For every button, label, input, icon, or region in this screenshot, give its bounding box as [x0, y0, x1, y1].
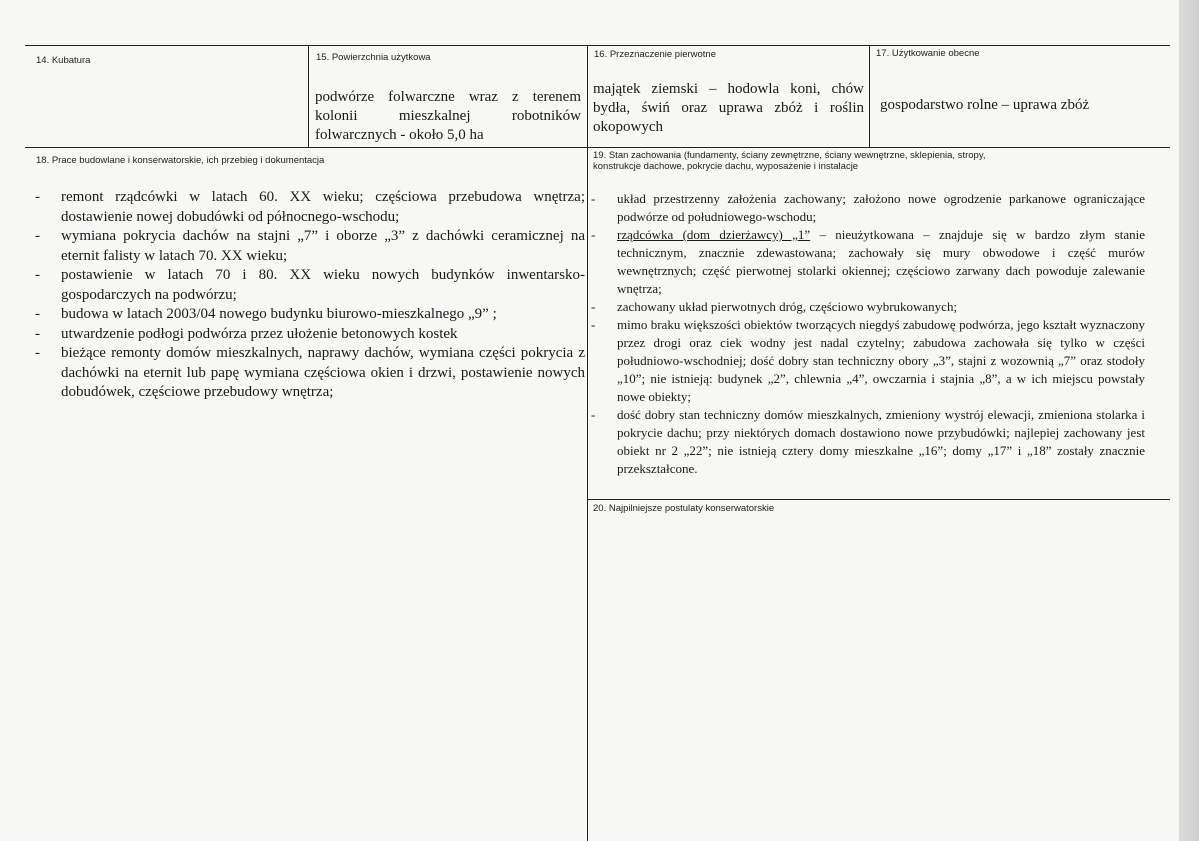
field-18-item-text: postawienie w latach 70 i 80. XX wieku nowych budynków inwentarsko-gospodarczych na podwórzu;	[61, 267, 585, 303]
field-18-item-text: budowa w latach 2003/04 nowego budynku biurowo-mieszkalnego „9” ;	[61, 306, 497, 322]
field-19-item-underlined: rządcówka (dom dzierżawcy) „1”	[617, 227, 811, 242]
field-17-label: 17. Użytkowanie obecne	[876, 48, 980, 59]
list-dash: -	[591, 299, 596, 314]
field-19-item-text: – nieużytkowana – znajduje się w bardzo złym stanie technicznym, znacznie zdewastowana; zachowały się mury obwodowe i część murów wewnętrznych; część pierwotnej stolarki okiennej; częściowo zarwany dach powoduje zalewanie wnętrza;	[617, 227, 1145, 296]
list-dash: -	[35, 189, 40, 205]
field-18-item-text: bieżące remonty domów mieszkalnych, naprawy dachów, wymiana części pokrycia z dachówki na eternit lub papę wymiana częściowa okien i drzwi, postawienie nowych dobudówek, częściowe przebudowy wnętrza;	[61, 345, 585, 400]
field-19-item-text: układ przestrzenny założenia zachowany; założono nowe ogrodzenie parkanowe ograniczające podwórze od południowego-wschodu;	[617, 191, 1145, 224]
divider-14-15	[308, 45, 309, 147]
list-dash: -	[591, 227, 596, 242]
list-dash: -	[591, 191, 596, 206]
field-15-value	[315, 88, 581, 145]
list-dash: -	[35, 345, 40, 361]
field-19-item-text: mimo braku większości obiektów tworzących niegdyś zabudowę podwórza, jego kształt wyznaczony przez drogi oraz ciek wodny jest nadal czytelny; zabudowa zachowała się tylko w części południowo-wschodniej; dość dobry stan techniczny obory „3”, stajni z wozownią „7” oraz stodoły „10”; nie istnieją: budynek „2”, chlewnia „4”, owczarnia i stajnia „8”, a w ich miejscu powstały nowe obiekty;	[617, 317, 1145, 404]
field-20-label: 20. Najpilniejsze postulaty konserwatorskie	[593, 503, 775, 514]
field-15-line-3: folwarcznych - około 5,0 ha	[315, 127, 484, 143]
scanner-edge	[1179, 0, 1199, 841]
field-19-item	[589, 316, 1145, 406]
field-18-list	[33, 188, 585, 403]
list-dash: -	[35, 228, 40, 244]
field-15-line-2: kolonii mieszkalnej robotników	[315, 108, 581, 124]
list-dash: -	[35, 306, 40, 322]
list-dash: -	[591, 407, 596, 422]
field-16-label: 16. Przeznaczenie pierwotne	[594, 49, 716, 60]
field-18-item-text: remont rządcówki w latach 60. XX wieku; częściowa przebudowa wnętrza; dostawienie nowej dobudówki od północnego-wschodu;	[61, 189, 585, 225]
list-dash: -	[591, 317, 596, 332]
field-19-item	[589, 406, 1145, 478]
field-19-label-line-1: 19. Stan zachowania (fundamenty, ściany zewnętrzne, ściany wewnętrzne, sklepienia, stropy,	[593, 150, 986, 161]
section-20-border	[588, 499, 1170, 500]
mid-border	[25, 147, 1170, 148]
field-18-item-text: wymiana pokrycia dachów na stajni „7” i oborze „3” z dachówki ceramicznej na eternit falisty w latach 70. XX wieku;	[61, 228, 585, 264]
field-14-label: 14. Kubatura	[36, 55, 91, 66]
top-border	[25, 45, 1170, 46]
field-19-item	[589, 190, 1145, 226]
field-16-value	[593, 80, 864, 137]
field-19-item	[589, 298, 1145, 316]
field-18-item	[33, 305, 585, 325]
field-16-line-1: majątek ziemski – hodowla koni, chów	[593, 81, 864, 97]
field-19-label-line-2: konstrukcje dachowe, pokrycie dachu, wyposażenie i instalacje	[593, 161, 859, 172]
field-19-label	[593, 150, 986, 172]
field-19-item	[589, 226, 1145, 298]
field-15-line-1: podwórze folwarczne wraz z terenem	[315, 89, 581, 105]
field-15-label: 15. Powierzchnia użytkowa	[316, 52, 431, 63]
list-dash: -	[35, 325, 40, 342]
list-dash: -	[35, 267, 40, 283]
divider-main	[587, 45, 588, 841]
field-19-list	[589, 190, 1145, 478]
field-18-label: 18. Prace budowlane i konserwatorskie, ich przebieg i dokumentacja	[36, 155, 325, 166]
field-16-line-2: bydła, świń oraz uprawa zbóż i roślin	[593, 100, 864, 116]
field-18-item-text: utwardzenie podłogi podwórza przez ułożenie betonowych kostek	[61, 325, 458, 342]
field-18-item	[33, 266, 585, 305]
field-16-line-3: okopowych	[593, 119, 663, 135]
field-18-item	[33, 188, 585, 227]
field-18-item	[33, 325, 585, 345]
field-18-item	[33, 227, 585, 266]
field-17-value: gospodarstwo rolne – uprawa zbóż	[880, 97, 1090, 113]
field-19-item-text: dość dobry stan techniczny domów mieszkalnych, zmieniony wystrój elewacji, zmieniona stolarka i pokrycie dachu; przy niektórych domach dostawiono nowe przybudówki; najlepiej zachowany jest obiekt nr 2 „22”; nie istnieją cztery domy mieszkalne „16”; domy „17” i „18” zostały znacznie przekształcone.	[617, 407, 1145, 476]
field-19-item-text: zachowany układ pierwotnych dróg, częściowo wybrukowanych;	[617, 299, 958, 314]
divider-16-17	[869, 45, 870, 147]
field-18-item	[33, 344, 585, 403]
